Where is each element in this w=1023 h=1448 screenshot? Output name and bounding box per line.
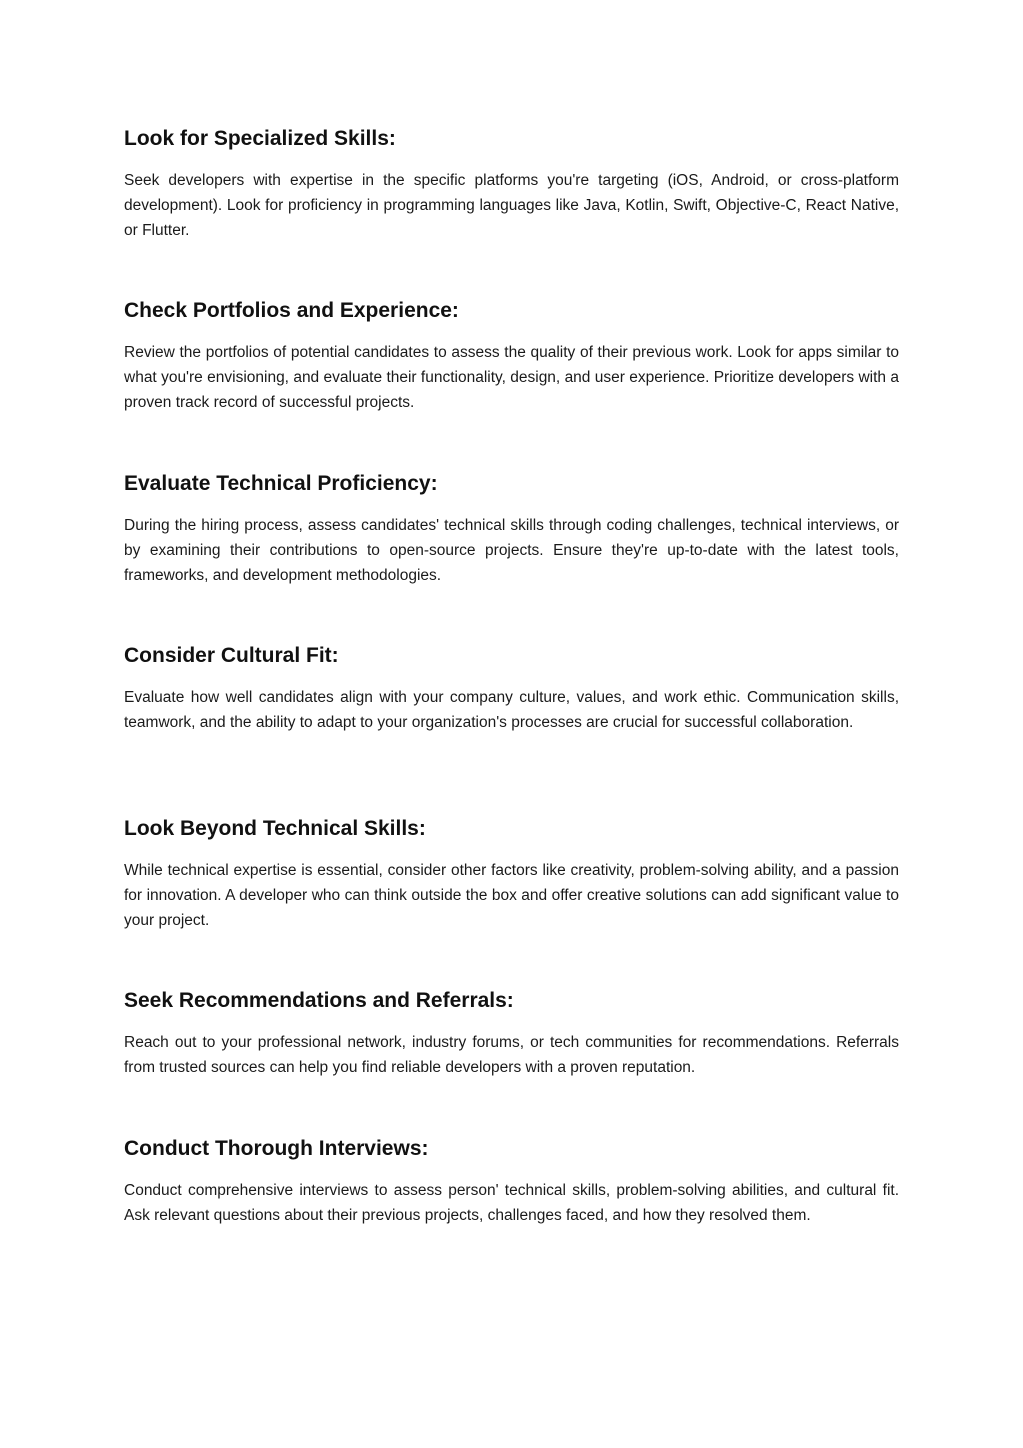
document-page [124, 0, 899, 1448]
section-thorough-interviews [124, 1136, 899, 1228]
section-cultural-fit [124, 643, 899, 735]
section-heading: Conduct Thorough Interviews: [124, 1137, 429, 1160]
section-recommendations-referrals [124, 988, 899, 1080]
section-heading: Check Portfolios and Experience: [124, 299, 459, 322]
section-heading: Evaluate Technical Proficiency: [124, 472, 438, 495]
section-body: Seek developers with expertise in the specific platforms you're targeting (iOS, Android, or cross-platform development). Look for proficiency in programming languages like Java, Kotlin, Swift, Objective-C, React Native, or Flutter. [124, 172, 899, 239]
section-body: Evaluate how well candidates align with your company culture, values, and work ethic. Communication skills, teamwork, and the ability to adapt to your organization's processes are crucial for successful collaboration. [124, 689, 899, 731]
section-heading: Look Beyond Technical Skills: [124, 817, 426, 840]
section-body: While technical expertise is essential, consider other factors like creativity, problem-solving ability, and a passion for innovation. A developer who can think outside the box and offer creative solutions can add significant value to your project. [124, 862, 899, 929]
section-beyond-technical [124, 816, 899, 933]
section-heading: Look for Specialized Skills: [124, 127, 396, 150]
section-body: Review the portfolios of potential candidates to assess the quality of their previous work. Look for apps similar to what you're envisioning, and evaluate their functionality, design, and user experience. Prioritize developers with a proven track record of successful projects. [124, 344, 899, 411]
section-body: Reach out to your professional network, industry forums, or tech communities for recommendations. Referrals from trusted sources can help you find reliable developers with a proven reputation. [124, 1034, 899, 1076]
section-specialized-skills [124, 126, 899, 243]
section-body: During the hiring process, assess candidates' technical skills through coding challenges, technical interviews, or by examining their contributions to open-source projects. Ensure they're up-to-date with the latest tools, frameworks, and development methodologies. [124, 517, 899, 584]
section-body: Conduct comprehensive interviews to assess person' technical skills, problem-solving abilities, and cultural fit. Ask relevant questions about their previous projects, challenges faced, and how they resolved them. [124, 1182, 899, 1224]
section-heading: Consider Cultural Fit: [124, 644, 339, 667]
section-portfolios-experience [124, 298, 899, 415]
section-heading: Seek Recommendations and Referrals: [124, 989, 514, 1012]
section-technical-proficiency [124, 471, 899, 588]
